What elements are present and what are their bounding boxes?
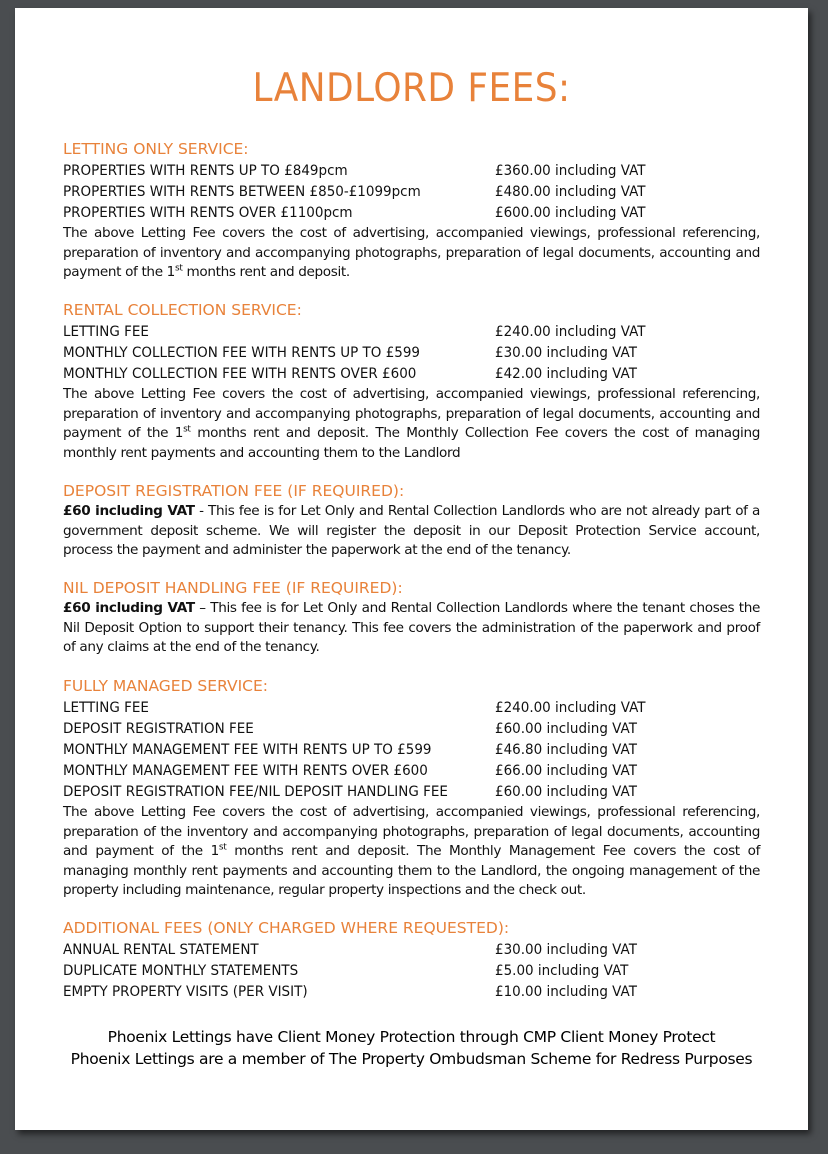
- footer-ombudsman-statement: Phoenix Lettings are a member of The Property Ombudsman Scheme for Redress Purposes: [70, 1050, 753, 1068]
- deposit-registration-description: [63, 502, 760, 561]
- fee-label: MONTHLY MANAGEMENT FEE WITH RENTS OVER £600: [63, 763, 428, 779]
- description-text: The above Letting Fee covers the cost of advertising, accompanied viewings, professional referencing, preparation of the inventory and accompanying photographs, preparation of legal documents, accounting and payment of the 1: [63, 804, 760, 859]
- fee-row: [63, 698, 760, 719]
- fee-row: [63, 322, 760, 343]
- fee-price: £42.00 including VAT: [495, 366, 637, 382]
- deposit-registration-heading: DEPOSIT REGISTRATION FEE (IF REQUIRED):: [63, 482, 405, 500]
- fee-label: DEPOSIT REGISTRATION FEE/NIL DEPOSIT HANDLING FEE: [63, 784, 448, 800]
- description-text: - This fee is for Let Only and Rental Collection Landlords who are not already part of a government deposit scheme. We will register the deposit in our Deposit Protection Service account, process the payment and administer the paperwork at the end of the tenancy.: [63, 503, 760, 558]
- fee-label: DUPLICATE MONTHLY STATEMENTS: [63, 963, 299, 979]
- footer-cmp-statement: Phoenix Lettings have Client Money Protection through CMP Client Money Protect: [107, 1028, 716, 1046]
- description-text: months rent and deposit. The Monthly Management Fee covers the cost of managing monthly rent payments and accounting them to the Landlord, the ongoing management of the property including maintenance, regular property inspections and the check out.: [63, 843, 761, 898]
- description-text: months rent and deposit.: [182, 264, 350, 280]
- fee-price: £480.00 including VAT: [495, 184, 646, 200]
- fee-price: £360.00 including VAT: [495, 163, 646, 179]
- nil-deposit-description: [63, 599, 760, 658]
- fee-price: £5.00 including VAT: [495, 963, 629, 979]
- fee-row: [63, 961, 760, 982]
- fee-price: £600.00 including VAT: [495, 205, 646, 221]
- rental-collection-heading: RENTAL COLLECTION SERVICE:: [63, 301, 302, 319]
- fee-row: [63, 364, 760, 385]
- fee-label: LETTING FEE: [63, 324, 149, 340]
- description-text: The above Letting Fee covers the cost of advertising, accompanied viewings, professional referencing, preparation of inventory and accompanying photographs, preparation of legal documents, accounting and payment of the 1: [63, 386, 760, 441]
- fee-row: [63, 161, 760, 182]
- fee-price: £30.00 including VAT: [495, 942, 637, 958]
- fee-row: [63, 740, 760, 761]
- fee-label: LETTING FEE: [63, 700, 149, 716]
- fee-row: [63, 343, 760, 364]
- fee-price: £46.80 including VAT: [495, 742, 637, 758]
- fee-amount: £60 including VAT: [63, 600, 195, 616]
- fee-label: ANNUAL RENTAL STATEMENT: [63, 942, 259, 958]
- fee-row: [63, 203, 760, 224]
- fee-label: EMPTY PROPERTY VISITS (PER VISIT): [63, 984, 308, 1000]
- description-text: The above Letting Fee covers the cost of advertising, accompanied viewings, professional referencing, preparation of inventory and accompanying photographs, preparation of legal documents, accounting and payment of the 1: [63, 225, 760, 280]
- fee-label: PROPERTIES WITH RENTS OVER £1100pcm: [63, 205, 353, 221]
- fee-label: MONTHLY COLLECTION FEE WITH RENTS UP TO £599: [63, 345, 421, 361]
- fee-label: MONTHLY MANAGEMENT FEE WITH RENTS UP TO £599: [63, 742, 432, 758]
- fee-price: £60.00 including VAT: [495, 721, 637, 737]
- rental-collection-description: [63, 385, 760, 463]
- fee-row: [63, 719, 760, 740]
- additional-fees-heading: ADDITIONAL FEES (ONLY CHARGED WHERE REQUESTED):: [63, 919, 510, 937]
- fee-price: £240.00 including VAT: [495, 324, 646, 340]
- description-text: months rent and deposit. The Monthly Collection Fee covers the cost of managing monthly rent payments and accounting them to the Landlord: [63, 425, 760, 461]
- fee-label: PROPERTIES WITH RENTS UP TO £849pcm: [63, 163, 348, 179]
- letting-only-description: [63, 224, 760, 283]
- document-page: [15, 8, 808, 1130]
- page-title: LANDLORD FEES:: [252, 66, 571, 111]
- fee-price: £60.00 including VAT: [495, 784, 637, 800]
- fee-price: £30.00 including VAT: [495, 345, 637, 361]
- fully-managed-heading: FULLY MANAGED SERVICE:: [63, 677, 269, 695]
- fee-row: [63, 982, 760, 1003]
- fee-price: £240.00 including VAT: [495, 700, 646, 716]
- letting-only-heading: LETTING ONLY SERVICE:: [63, 140, 249, 158]
- fee-row: [63, 182, 760, 203]
- ordinal-suffix: st: [218, 842, 227, 853]
- fee-price: £10.00 including VAT: [495, 984, 637, 1000]
- fee-row: [63, 940, 760, 961]
- fee-amount: £60 including VAT: [63, 503, 195, 519]
- fee-row: [63, 761, 760, 782]
- fee-price: £66.00 including VAT: [495, 763, 637, 779]
- fee-row: [63, 782, 760, 803]
- description-text: – This fee is for Let Only and Rental Collection Landlords where the tenant choses the Nil Deposit Option to support their tenancy. This fee covers the administration of the paperwork and proof of any claims at the end of the tenancy.: [63, 600, 760, 655]
- fully-managed-description: [63, 803, 760, 901]
- ordinal-suffix: st: [183, 424, 191, 435]
- nil-deposit-heading: NIL DEPOSIT HANDLING FEE (IF REQUIRED):: [63, 579, 403, 597]
- fee-label: MONTHLY COLLECTION FEE WITH RENTS OVER £600: [63, 366, 417, 382]
- fee-label: PROPERTIES WITH RENTS BETWEEN £850-£1099pcm: [63, 184, 421, 200]
- fee-label: DEPOSIT REGISTRATION FEE: [63, 721, 254, 737]
- ordinal-suffix: st: [174, 263, 183, 274]
